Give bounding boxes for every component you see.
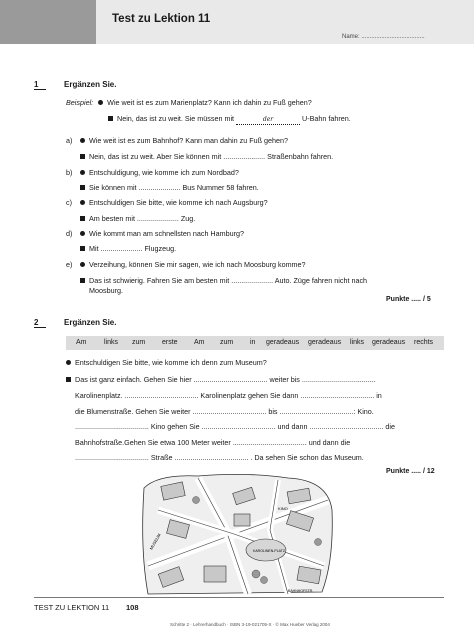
item-a-question-text: Wie weit ist es zum Bahnhof? Kann man dahin zu Fuß gehen?: [89, 136, 288, 145]
word-item: links: [104, 339, 119, 346]
city-map-illustration: [138, 470, 336, 598]
dialog-question-text: Entschuldigen Sie bitte, wie komme ich denn zum Museum?: [75, 358, 267, 367]
item-e-label: e): [66, 260, 73, 269]
footer-title: TEST ZU LEKTION 11: [34, 603, 110, 612]
section-1-number: 1: [34, 80, 46, 90]
item-c-question-text: Entschuldigen Sie bitte, wie komme ich nach Augsburg?: [89, 198, 268, 207]
bullet-square-icon: [80, 216, 85, 221]
bullet-dot-icon: [80, 231, 85, 236]
handwritten-answer: der: [262, 116, 274, 123]
word-item: zum: [132, 339, 146, 346]
word-item: geradeaus: [266, 339, 300, 346]
bullet-square-icon: [80, 154, 85, 159]
word-item: links: [350, 339, 365, 346]
map-label-museum: MUSEUM: [148, 532, 162, 551]
dialog-line-4[interactable]: ..................................... Kino gehen Sie ..................................... und dann ..................................... die: [75, 422, 395, 431]
item-b-question-text: Entschuldigung, wie komme ich zum Nordbad?: [89, 168, 239, 177]
item-b-label: b): [66, 168, 73, 177]
section-1-score: Punkte ..... / 5: [386, 296, 431, 303]
section-2-title: Ergänzen Sie.: [64, 318, 117, 327]
word-box: [66, 336, 444, 350]
bullet-dot-icon: [80, 200, 85, 205]
item-a-answer[interactable]: [80, 152, 333, 161]
map-label-bahnhof: BAHNHOFSTR.: [288, 589, 314, 593]
item-a-question: [66, 136, 288, 145]
item-e-question-text: Verzeihung, können Sie mir sagen, wie ich nach Moosburg komme?: [89, 260, 306, 269]
item-c-answer[interactable]: [80, 214, 195, 223]
bullet-dot-icon: [80, 138, 85, 143]
example-answer: [108, 114, 351, 125]
word-item: Am: [76, 339, 87, 346]
item-b-answer[interactable]: [80, 183, 259, 192]
item-c-answer-text: Am besten mit ..................... Zug.: [89, 214, 196, 223]
bullet-square-icon: [108, 116, 113, 121]
dialog-line-2[interactable]: Karolinenplatz. ..................................... Karolinenplatz gehen Sie dann ..................................... in: [75, 391, 382, 400]
item-e-answer-cont: Moosburg.: [89, 286, 123, 295]
page-title: Test zu Lektion 11: [112, 13, 211, 25]
dialog-line-6[interactable]: ..................................... Straße ..................................... . Da sehen Sie schon das Museum.: [75, 453, 364, 462]
word-item: erste: [162, 339, 178, 346]
bullet-dot-icon: [66, 360, 71, 365]
bullet-dot-icon: [80, 262, 85, 267]
item-c-label: c): [66, 198, 72, 207]
dialog-question: [66, 358, 267, 367]
word-item: geradeaus: [372, 339, 406, 346]
item-e-question: [66, 260, 306, 269]
example-question-text: Wie weit ist es zum Marienplatz? Kann ich dahin zu Fuß gehen?: [107, 98, 312, 107]
example-answer-text-1: Nein, das ist zu weit. Sie müssen mit: [117, 114, 235, 123]
item-b-answer-text: Sie können mit ..................... Bus Nummer 58 fahren.: [89, 183, 259, 192]
item-b-question: [66, 168, 239, 177]
item-d-question: [66, 229, 244, 238]
item-e-answer-text-1: Das ist schwierig. Fahren Sie am besten mit ..................... Auto. Züge fahren nicht nach: [89, 276, 368, 285]
dialog-line-3[interactable]: die Blumenstraße. Gehen Sie weiter ..................................... bis .....................................: Kino.: [75, 407, 374, 416]
dialog-line-1[interactable]: [66, 375, 376, 384]
map-label-platz: KAROLINEN-PLATZ: [253, 549, 286, 553]
item-c-question: [66, 198, 268, 207]
item-a-label: a): [66, 136, 73, 145]
word-item: in: [250, 339, 256, 346]
word-item: zum: [220, 339, 234, 346]
bullet-square-icon: [66, 377, 71, 382]
example-question: [66, 98, 312, 107]
bullet-square-icon: [80, 246, 85, 251]
section-2-score: Punkte ..... / 12: [386, 468, 435, 475]
item-d-answer[interactable]: [80, 244, 176, 253]
example-answer-text-2: U-Bahn fahren.: [302, 114, 351, 123]
item-d-question-text: Wie kommt man am schnellsten nach Hamburg?: [89, 229, 244, 238]
item-a-answer-text: Nein, das ist zu weit. Aber Sie können mit ..................... Straßenbahn fahren.: [89, 152, 334, 161]
footer-copyright: Schritte 2 · Lehrerhandbuch · ISBN 3-19-021705-X · © Max Hueber Verlag 2004: [170, 622, 330, 627]
map-label-kino: KINO: [278, 506, 288, 511]
word-item: Am: [194, 339, 205, 346]
header-gray-block: [0, 0, 96, 44]
bullet-dot-icon: [80, 170, 85, 175]
word-item: geradeaus: [308, 339, 342, 346]
name-field[interactable]: Name: ......................................: [342, 34, 425, 40]
page-number: 108: [126, 603, 139, 612]
item-e-answer[interactable]: [80, 276, 367, 285]
dialog-line-5[interactable]: Bahnhofstraße.Gehen Sie etwa 100 Meter weiter ..................................... und dann die: [75, 438, 351, 447]
section-2-number: 2: [34, 318, 46, 328]
item-d-answer-text: Mit ..................... Flugzeug.: [89, 244, 177, 253]
dialog-line-1-text: Das ist ganz einfach. Gehen Sie hier ..................................... weiter bis .....................................: [75, 375, 376, 384]
word-item: rechts: [414, 339, 434, 346]
bullet-square-icon: [80, 278, 85, 283]
item-d-label: d): [66, 229, 73, 238]
section-1-title: Ergänzen Sie.: [64, 80, 117, 89]
bullet-dot-icon: [98, 100, 103, 105]
example-label: Beispiel:: [66, 98, 94, 107]
bullet-square-icon: [80, 185, 85, 190]
footer-divider: [34, 597, 444, 598]
